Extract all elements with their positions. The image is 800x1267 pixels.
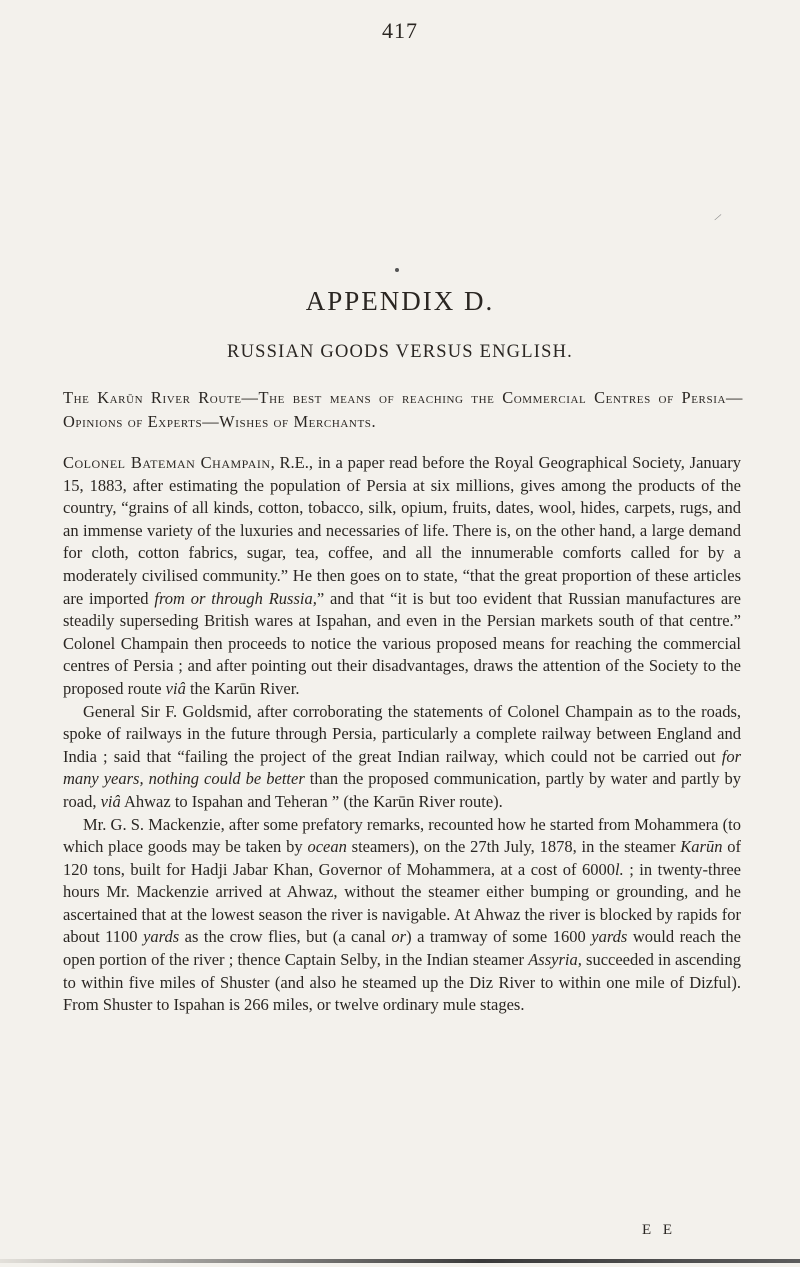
text-run: succeeded in ascending to within five miles of Shuster (and also he steamed up the Diz River to within one mile of Dizful). From Shuster to Ispahan is 266 miles, or twelve ordinary mule stages.: [63, 950, 741, 1015]
italic-run: for many years, nothing could be better: [63, 746, 741, 789]
text-run: General Sir F. Goldsmid, after corroborating the statements of Colonel Champain as to the roads, spoke of railways in the future through Persia, particularly a complete railway between England and India ; said that “failing the project of the great Indian railway, which could not be carried out: [63, 701, 741, 766]
text-run: would reach the open portion of the river ; thence Captain Selby, in the Indian steamer: [63, 927, 741, 970]
page-bottom-edge: [0, 1259, 800, 1263]
text-run: Mr. G. S. Mackenzie, after some prefatory remarks, recounted how he started from Mohammera (to which place goods may be taken by: [63, 814, 741, 857]
text-run: as the crow flies, but (a canal: [179, 927, 392, 947]
italic-run: l.: [615, 859, 624, 879]
italic-run: ocean: [307, 837, 347, 857]
text-run: of 120 tons, built for Hadji Jabar Khan, Governor of Mohammera, at a cost of 6000: [63, 837, 742, 879]
page-number: 417: [382, 18, 418, 43]
italic-run: Karūn: [680, 837, 723, 857]
italic-run: from or through Russia,: [154, 588, 317, 608]
paragraph-2: [63, 701, 741, 814]
chapter-subtitle: RUSSIAN GOODS VERSUS ENGLISH.: [227, 342, 573, 362]
appendix-title: APPENDIX D.: [305, 286, 495, 316]
chapter-summary: The Karūn River Route—The best means of reaching the Commercial Centres of Persia—Opinions of Experts—Wishes of Merchants.: [63, 388, 743, 431]
italic-run: Assyria,: [528, 950, 582, 970]
italic-run: yards: [143, 927, 180, 947]
text-run: ) a tramway of some 1600: [406, 927, 592, 947]
signature-mark: E E: [642, 1222, 677, 1238]
ornament-dot: [395, 268, 399, 272]
text-run: Ahwaz to Ispahan and Teheran ” (the Karūn River route).: [120, 791, 503, 811]
margin-tick: /: [712, 210, 723, 224]
text-run: steamers), on the 27th July, 1878, in the steamer: [346, 837, 681, 857]
text-run: ” and that “it is but too evident that Russian manufactures are steadily superseding British wares at Ispahan, and even in the Persian markets south of that centre.” Colonel Champain then proceeds to notice the various proposed means for reaching the commercial centres of Persia ; and after pointing out their disadvantages, draws the attention of the Society to the proposed route: [63, 588, 741, 698]
paragraph-1: [63, 452, 741, 701]
italic-run: viâ: [100, 791, 121, 811]
italic-run: viâ: [165, 678, 186, 698]
text-run: , R.E., in a paper read before the Royal Geographical Society, January 15, 1883, after estimating the population of Persia at six millions, gives among the products of the country, “grains of all kinds, cotton, tobacco, silk, opium, fruits, dates, wool, hides, carpets, rugs, and an immense variety of the luxuries and necessaries of life. There is, on the other hand, a large demand for cloth, cotton fabrics, sugar, tea, coffee, and all the innumerable comforts called for by a moderately civilised community.” He then goes on to state, “that the great proportion of these articles are imported: [63, 453, 741, 608]
italic-run: yards: [591, 927, 628, 947]
text-run: than the proposed communication, partly by water and partly by road,: [63, 769, 741, 811]
text-run: ; in twenty-three hours Mr. Mackenzie arrived at Ahwaz, without the steamer either bumping or grounding, and he ascertained that at the lowest season the river is navigable. At Ahwaz the river is blocked by rapids for about 1100: [63, 859, 741, 947]
paragraph-1-lead: Colonel Bateman Champain: [63, 453, 271, 472]
italic-run: or: [391, 927, 407, 947]
body-text: [63, 452, 741, 1017]
text-run: the Karūn River.: [185, 678, 300, 698]
paragraph-3: [63, 814, 741, 1017]
